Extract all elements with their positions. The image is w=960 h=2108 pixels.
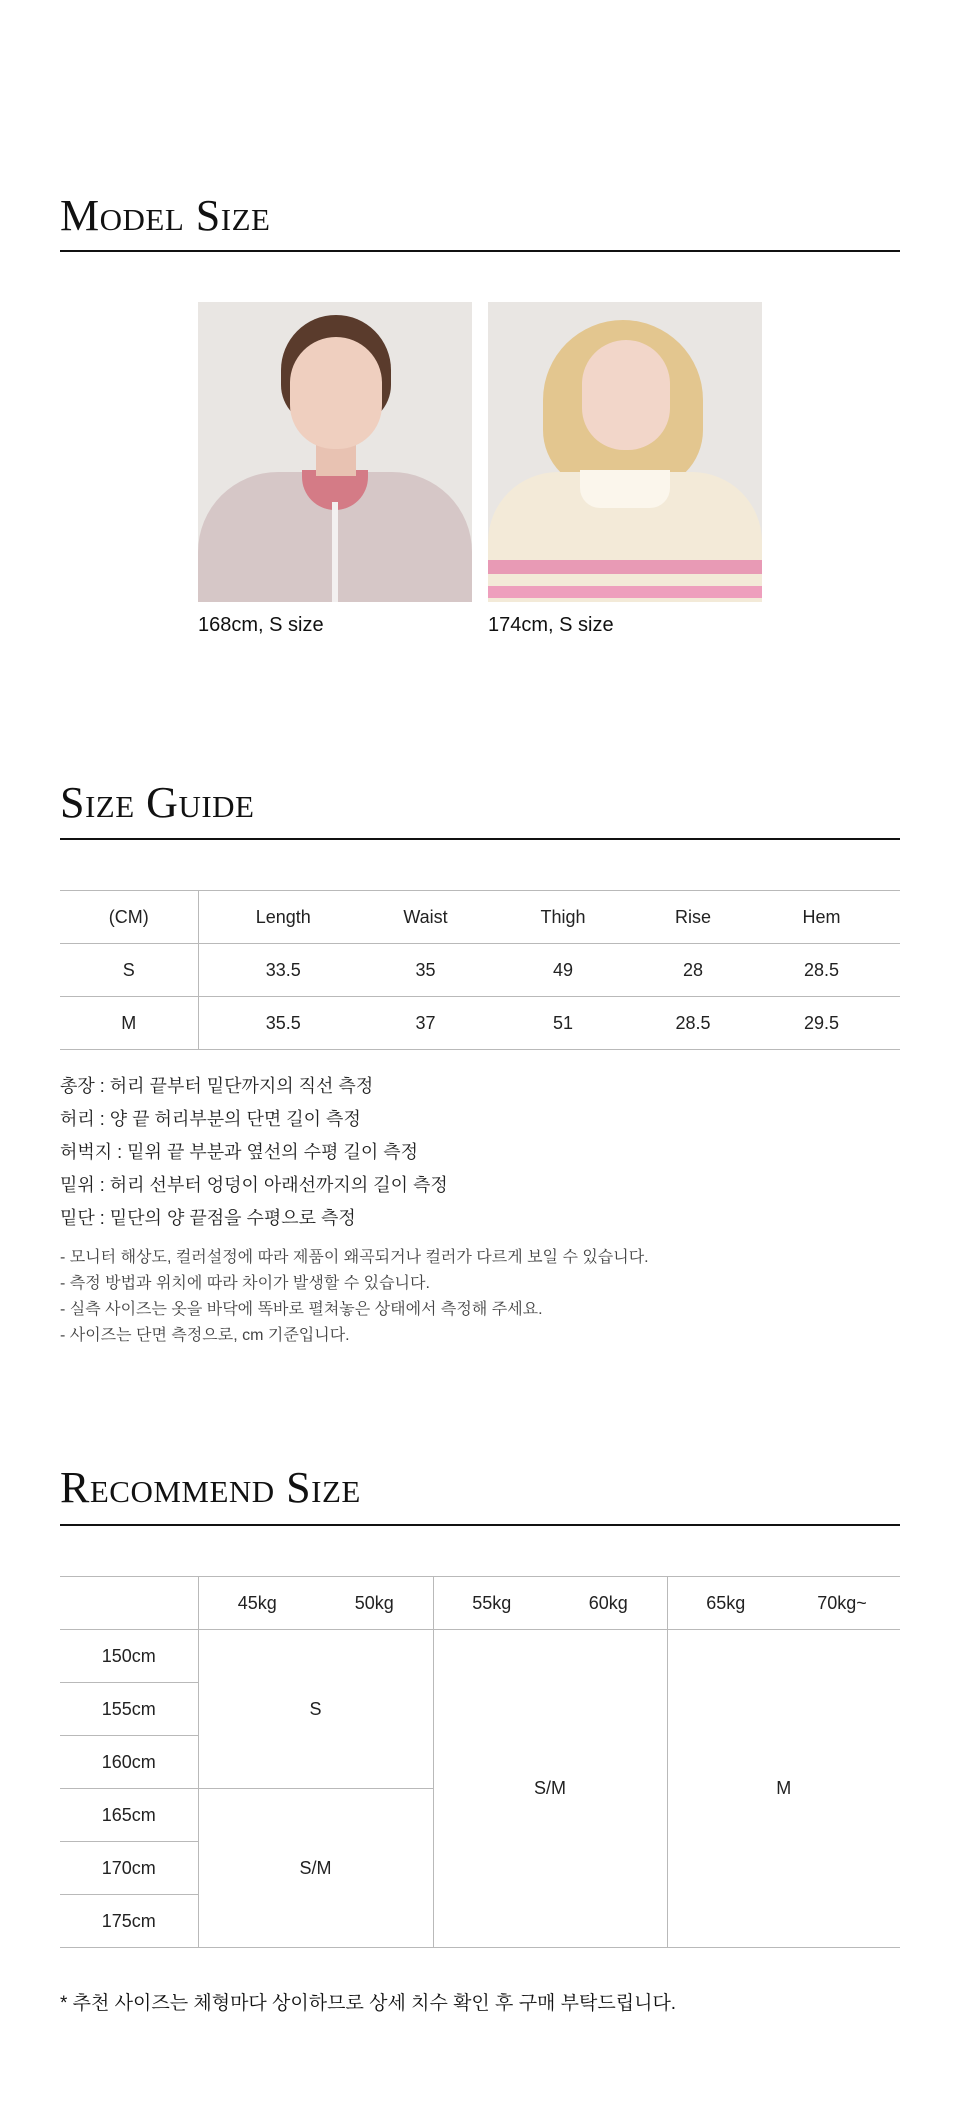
model-photo-2 bbox=[488, 302, 762, 602]
size-value: 28.5 bbox=[643, 997, 743, 1050]
table-row bbox=[60, 997, 900, 1050]
size-value: 33.5 bbox=[198, 944, 368, 997]
size-header-thigh: Thigh bbox=[483, 891, 643, 944]
height-label: 160cm bbox=[60, 1736, 198, 1789]
size-value: 49 bbox=[483, 944, 643, 997]
measurement-note: 밑위 : 허리 선부터 엉덩이 아래선까지의 길이 측정 bbox=[60, 1175, 448, 1195]
size-value: 35 bbox=[368, 944, 483, 997]
size-header-waist: Waist bbox=[368, 891, 483, 944]
model-size-title: Model Size bbox=[60, 191, 271, 240]
measurement-note: 허리 : 양 끝 허리부분의 단면 길이 측정 bbox=[60, 1109, 361, 1129]
disclaimer-note: - 사이즈는 단면 측정으로, cm 기준입니다. bbox=[60, 1327, 350, 1344]
disclaimer-list bbox=[60, 1245, 649, 1349]
measurement-note: 허벅지 : 밑위 끝 부분과 옆선의 수평 길이 측정 bbox=[60, 1142, 418, 1162]
model-photo-1 bbox=[198, 302, 472, 602]
measurement-note: 밑단 : 밑단의 양 끝점을 수평으로 측정 bbox=[60, 1208, 356, 1228]
model-card-1 bbox=[198, 302, 472, 637]
recommend-size-divider bbox=[60, 1524, 900, 1526]
weight-header: 70kg~ bbox=[784, 1577, 900, 1630]
weight-header: 50kg bbox=[316, 1577, 433, 1630]
weight-header: 45kg bbox=[198, 1577, 316, 1630]
weight-header: 60kg bbox=[550, 1577, 667, 1630]
measurement-notes bbox=[60, 1070, 649, 1349]
recommend-cell-m: M bbox=[667, 1630, 900, 1948]
size-value: 37 bbox=[368, 997, 483, 1050]
size-value: 28.5 bbox=[743, 944, 900, 997]
size-header-hem: Hem bbox=[743, 891, 900, 944]
height-label: 155cm bbox=[60, 1683, 198, 1736]
weight-header: 65kg bbox=[667, 1577, 784, 1630]
model-card-2 bbox=[488, 302, 762, 637]
recommend-size-title: Recommend Size bbox=[60, 1463, 361, 1512]
size-value: 51 bbox=[483, 997, 643, 1050]
size-header-rise: Rise bbox=[643, 891, 743, 944]
disclaimer-note: - 모니터 해상도, 컬러설정에 따라 제품이 왜곡되거나 컬러가 다르게 보일 수 있습니다. bbox=[60, 1249, 649, 1266]
model-caption-1: 168cm, S size bbox=[198, 614, 324, 636]
table-row bbox=[60, 944, 900, 997]
size-label: M bbox=[60, 997, 198, 1050]
size-label: S bbox=[60, 944, 198, 997]
height-label: 175cm bbox=[60, 1895, 198, 1948]
model-caption-2: 174cm, S size bbox=[488, 614, 614, 636]
table-row bbox=[60, 1630, 900, 1683]
size-guide-divider bbox=[60, 838, 900, 840]
recommend-cell-s: S bbox=[198, 1630, 433, 1789]
height-label: 150cm bbox=[60, 1630, 198, 1683]
size-value: 28 bbox=[643, 944, 743, 997]
weight-header: 55kg bbox=[433, 1577, 550, 1630]
model-size-divider bbox=[60, 250, 900, 252]
size-value: 29.5 bbox=[743, 997, 900, 1050]
size-guide-title: Size Guide bbox=[60, 778, 255, 827]
size-header-unit: (CM) bbox=[60, 891, 198, 944]
recommend-footnote: * 추천 사이즈는 체형마다 상이하므로 상세 치수 확인 후 구매 부탁드립니다. bbox=[60, 1993, 677, 2014]
size-guide-table bbox=[60, 890, 900, 1050]
measurement-note: 총장 : 허리 끝부터 밑단까지의 직선 측정 bbox=[60, 1076, 374, 1096]
rec-header-row bbox=[60, 1577, 900, 1630]
height-label: 165cm bbox=[60, 1789, 198, 1842]
height-label: 170cm bbox=[60, 1842, 198, 1895]
recommend-cell-sm-mid: S/M bbox=[433, 1630, 667, 1948]
size-value: 35.5 bbox=[198, 997, 368, 1050]
rec-corner-cell bbox=[60, 1577, 198, 1630]
recommend-size-table bbox=[60, 1576, 900, 1948]
recommend-cell-sm-left: S/M bbox=[299, 1857, 332, 1878]
size-table-header-row bbox=[60, 891, 900, 944]
size-header-length: Length bbox=[198, 891, 368, 944]
disclaimer-note: - 실측 사이즈는 옷을 바닥에 똑바로 펼쳐놓은 상태에서 측정해 주세요. bbox=[60, 1301, 543, 1318]
disclaimer-note: - 측정 방법과 위치에 따라 차이가 발생할 수 있습니다. bbox=[60, 1275, 430, 1292]
